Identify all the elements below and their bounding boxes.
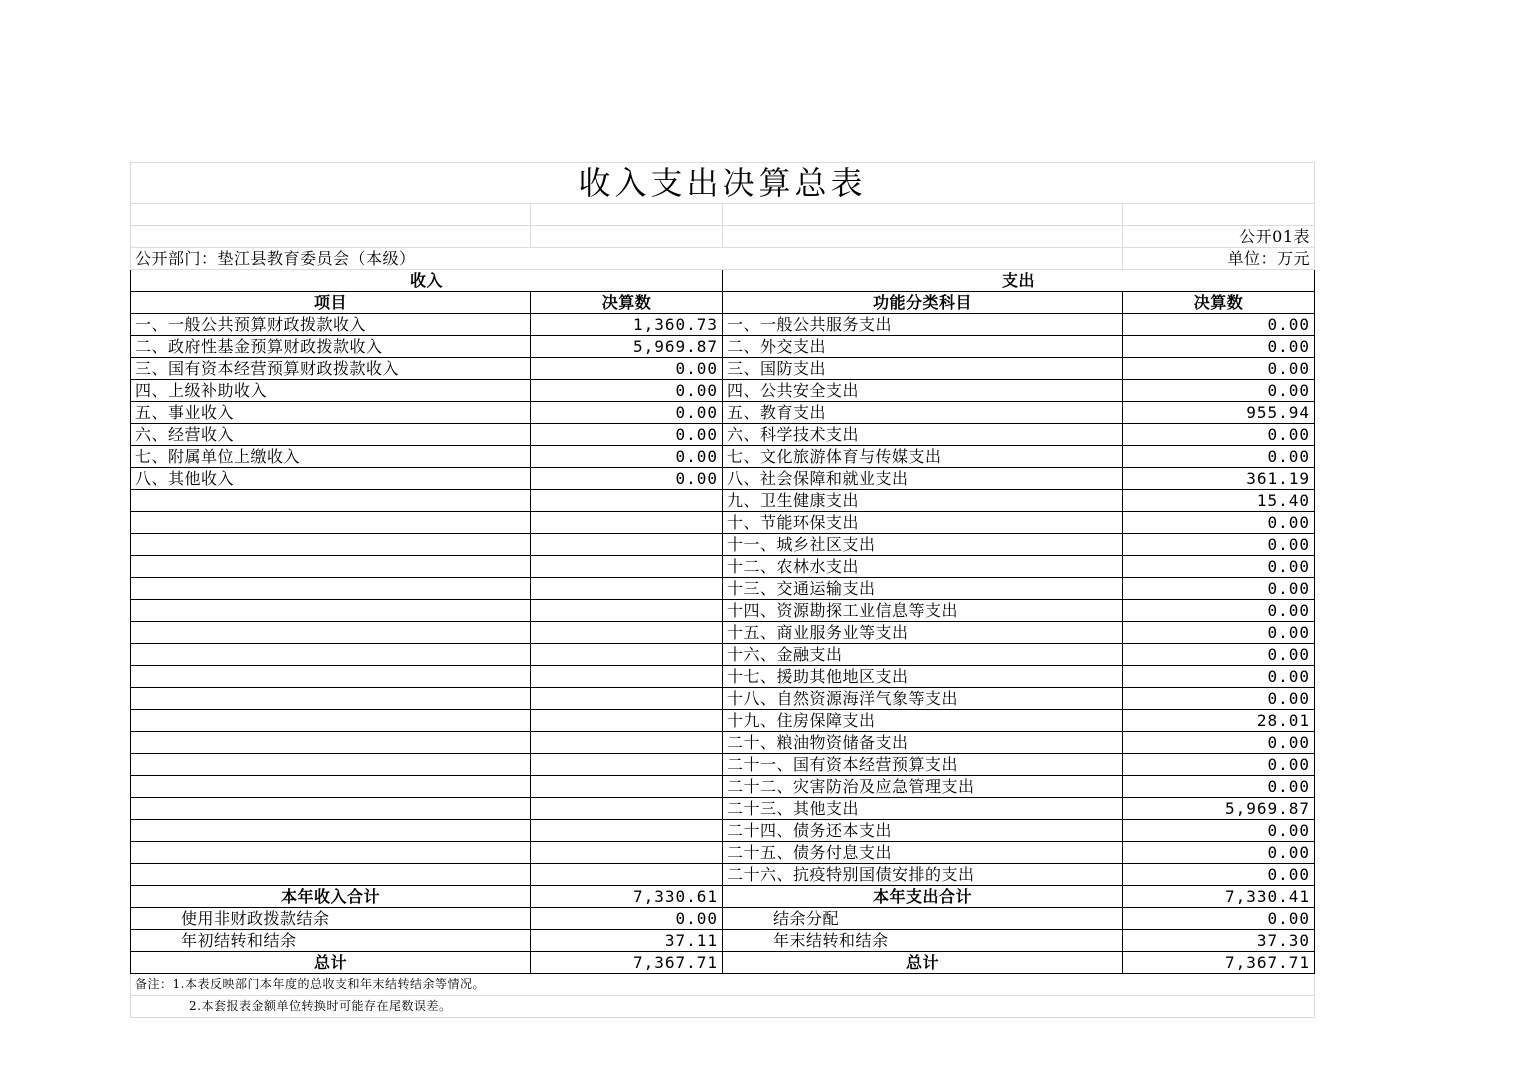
alloc-value: 0.00 — [1123, 908, 1315, 930]
income-item — [131, 534, 531, 556]
table-row — [131, 864, 1315, 886]
table-row — [131, 644, 1315, 666]
income-value: 0.00 — [531, 402, 723, 424]
expense-item: 十六、金融支出 — [723, 644, 1123, 666]
expense-value: 0.00 — [1123, 622, 1315, 644]
expense-value: 0.00 — [1123, 842, 1315, 864]
expense-value: 15.40 — [1123, 490, 1315, 512]
income-value — [531, 578, 723, 600]
income-item — [131, 754, 531, 776]
income-value — [531, 644, 723, 666]
expense-value: 0.00 — [1123, 776, 1315, 798]
income-item — [131, 688, 531, 710]
expense-item: 十二、农林水支出 — [723, 556, 1123, 578]
expense-value: 0.00 — [1123, 358, 1315, 380]
income-item — [131, 666, 531, 688]
expense-value: 361.19 — [1123, 468, 1315, 490]
expense-item: 六、科学技术支出 — [723, 424, 1123, 446]
income-value: 0.00 — [531, 358, 723, 380]
income-value — [531, 842, 723, 864]
income-total-value: 7,330.61 — [531, 886, 723, 908]
expense-item: 四、公共安全支出 — [723, 380, 1123, 402]
table-row — [131, 490, 1315, 512]
income-item — [131, 600, 531, 622]
income-value — [531, 666, 723, 688]
income-value — [531, 490, 723, 512]
income-item — [131, 556, 531, 578]
expense-item: 十一、城乡社区支出 — [723, 534, 1123, 556]
income-item — [131, 490, 531, 512]
table-row — [131, 556, 1315, 578]
note-2: 2.本套报表金额单位转换时可能存在尾数误差。 — [131, 996, 1315, 1018]
expense-item: 二十三、其他支出 — [723, 798, 1123, 820]
grand-total-income: 7,367.71 — [531, 952, 723, 974]
expense-value: 0.00 — [1123, 578, 1315, 600]
table-row — [131, 380, 1315, 402]
table-row — [131, 732, 1315, 754]
income-item: 一、一般公共预算财政拨款收入 — [131, 314, 531, 336]
income-value: 5,969.87 — [531, 336, 723, 358]
table-row — [131, 776, 1315, 798]
expense-value: 0.00 — [1123, 512, 1315, 534]
expense-item: 十、节能环保支出 — [723, 512, 1123, 534]
nonfin-value: 0.00 — [531, 908, 723, 930]
end-balance-value: 37.30 — [1123, 930, 1315, 952]
income-value — [531, 688, 723, 710]
table-row — [131, 446, 1315, 468]
expense-item: 二十六、抗疫特别国债安排的支出 — [723, 864, 1123, 886]
table-row — [131, 468, 1315, 490]
expense-item: 二十、粮油物资储备支出 — [723, 732, 1123, 754]
table-row — [131, 820, 1315, 842]
income-value: 0.00 — [531, 446, 723, 468]
income-item: 四、上级补助收入 — [131, 380, 531, 402]
income-header: 收入 — [131, 270, 723, 292]
expense-item: 二十二、灾害防治及应急管理支出 — [723, 776, 1123, 798]
col-func-header: 功能分类科目 — [723, 292, 1123, 314]
expense-value: 0.00 — [1123, 644, 1315, 666]
income-item: 三、国有资本经营预算财政拨款收入 — [131, 358, 531, 380]
income-item — [131, 512, 531, 534]
summary-table — [130, 162, 1315, 1018]
income-value — [531, 732, 723, 754]
table-row — [131, 314, 1315, 336]
note-1: 备注：1.本表反映部门本年度的总收支和年末结转结余等情况。 — [131, 974, 1315, 996]
expense-value: 0.00 — [1123, 688, 1315, 710]
income-value — [531, 512, 723, 534]
table-row — [131, 710, 1315, 732]
begin-balance-label: 年初结转和结余 — [131, 930, 531, 952]
income-value: 0.00 — [531, 424, 723, 446]
alloc-label: 结余分配 — [723, 908, 1123, 930]
table-row — [131, 754, 1315, 776]
table-row — [131, 578, 1315, 600]
income-item: 二、政府性基金预算财政拨款收入 — [131, 336, 531, 358]
income-item — [131, 842, 531, 864]
unit-label: 单位：万元 — [1123, 248, 1315, 270]
expense-item: 十八、自然资源海洋气象等支出 — [723, 688, 1123, 710]
table-row — [131, 798, 1315, 820]
income-value — [531, 622, 723, 644]
income-value — [531, 776, 723, 798]
nonfin-label: 使用非财政拨款结余 — [131, 908, 531, 930]
income-value — [531, 864, 723, 886]
expense-value: 28.01 — [1123, 710, 1315, 732]
grand-total-label: 总计 — [131, 952, 531, 974]
expense-value: 5,969.87 — [1123, 798, 1315, 820]
income-value: 1,360.73 — [531, 314, 723, 336]
expense-value: 0.00 — [1123, 864, 1315, 886]
income-item: 六、经营收入 — [131, 424, 531, 446]
income-item — [131, 578, 531, 600]
expense-value: 0.00 — [1123, 666, 1315, 688]
table-row — [131, 688, 1315, 710]
expense-value: 0.00 — [1123, 336, 1315, 358]
begin-balance-value: 37.11 — [531, 930, 723, 952]
income-item — [131, 864, 531, 886]
form-code: 公开01表 — [1123, 226, 1315, 248]
expense-item: 二、外交支出 — [723, 336, 1123, 358]
table-row — [131, 666, 1315, 688]
expense-value: 0.00 — [1123, 534, 1315, 556]
end-balance-label: 年末结转和结余 — [723, 930, 1123, 952]
expense-item: 九、卫生健康支出 — [723, 490, 1123, 512]
grand-total-label-2: 总计 — [723, 952, 1123, 974]
expense-value: 0.00 — [1123, 732, 1315, 754]
income-item — [131, 644, 531, 666]
income-value — [531, 600, 723, 622]
department-label: 公开部门：垫江县教育委员会（本级） — [131, 248, 1123, 270]
table-row — [131, 512, 1315, 534]
table-row — [131, 336, 1315, 358]
table-row — [131, 402, 1315, 424]
expense-item: 三、国防支出 — [723, 358, 1123, 380]
expense-value: 0.00 — [1123, 424, 1315, 446]
expense-item: 五、教育支出 — [723, 402, 1123, 424]
table-row — [131, 600, 1315, 622]
income-item: 八、其他收入 — [131, 468, 531, 490]
income-value — [531, 754, 723, 776]
table-row — [131, 424, 1315, 446]
expense-item: 二十一、国有资本经营预算支出 — [723, 754, 1123, 776]
expense-value: 0.00 — [1123, 820, 1315, 842]
expense-item: 十九、住房保障支出 — [723, 710, 1123, 732]
income-value — [531, 556, 723, 578]
expense-item: 十七、援助其他地区支出 — [723, 666, 1123, 688]
income-item — [131, 732, 531, 754]
expense-item: 十五、商业服务业等支出 — [723, 622, 1123, 644]
income-value — [531, 798, 723, 820]
expense-item: 八、社会保障和就业支出 — [723, 468, 1123, 490]
expense-item: 一、一般公共服务支出 — [723, 314, 1123, 336]
expense-value: 0.00 — [1123, 754, 1315, 776]
expense-item: 十四、资源勘探工业信息等支出 — [723, 600, 1123, 622]
income-value — [531, 820, 723, 842]
expense-item: 二十四、债务还本支出 — [723, 820, 1123, 842]
expense-total-value: 7,330.41 — [1123, 886, 1315, 908]
expense-value: 955.94 — [1123, 402, 1315, 424]
table-row — [131, 842, 1315, 864]
table-row — [131, 534, 1315, 556]
expense-total-label: 本年支出合计 — [723, 886, 1123, 908]
expense-value: 0.00 — [1123, 446, 1315, 468]
income-value: 0.00 — [531, 380, 723, 402]
income-item — [131, 622, 531, 644]
expense-item: 二十五、债务付息支出 — [723, 842, 1123, 864]
expense-value: 0.00 — [1123, 380, 1315, 402]
expense-item: 七、文化旅游体育与传媒支出 — [723, 446, 1123, 468]
income-value: 0.00 — [531, 468, 723, 490]
income-item: 七、附属单位上缴收入 — [131, 446, 531, 468]
income-total-label: 本年收入合计 — [131, 886, 531, 908]
col-item-header: 项目 — [131, 292, 531, 314]
expense-value: 0.00 — [1123, 600, 1315, 622]
page-title: 收入支出决算总表 — [131, 163, 1315, 204]
col-amount2-header: 决算数 — [1123, 292, 1315, 314]
income-value — [531, 710, 723, 732]
col-amount-header: 决算数 — [531, 292, 723, 314]
report-sheet — [130, 162, 1314, 1018]
income-item — [131, 820, 531, 842]
expense-item: 十三、交通运输支出 — [723, 578, 1123, 600]
income-item — [131, 776, 531, 798]
grand-total-expense: 7,367.71 — [1123, 952, 1315, 974]
table-row — [131, 358, 1315, 380]
income-item — [131, 710, 531, 732]
expense-value: 0.00 — [1123, 314, 1315, 336]
table-row — [131, 622, 1315, 644]
income-value — [531, 534, 723, 556]
income-item: 五、事业收入 — [131, 402, 531, 424]
expense-header: 支出 — [723, 270, 1315, 292]
income-item — [131, 798, 531, 820]
expense-value: 0.00 — [1123, 556, 1315, 578]
